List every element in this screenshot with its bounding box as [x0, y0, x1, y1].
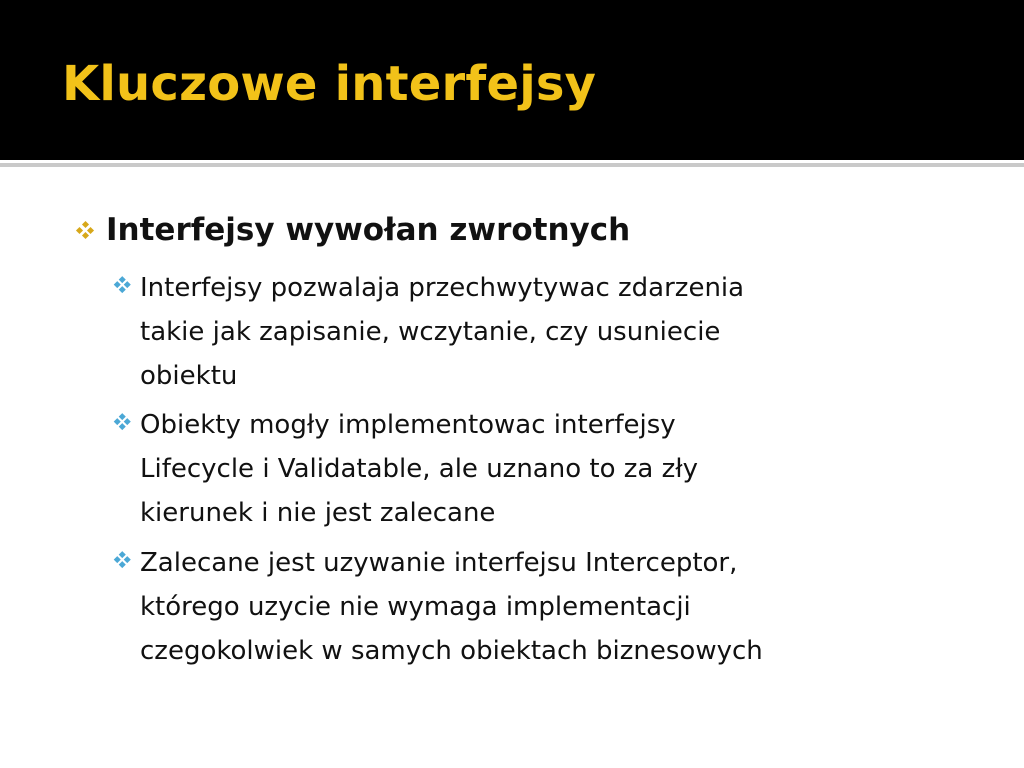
- sub-bullet-line: Lifecycle i Validatable, ale uznano to za zły: [140, 454, 699, 484]
- sub-bullet-line: czegokolwiek w samych obiektach biznesowych: [140, 636, 763, 666]
- slide-title: Kluczowe interfejsy: [62, 56, 597, 112]
- sub-bullet-line: takie jak zapisanie, wczytanie, czy usuniecie: [140, 317, 721, 347]
- sub-bullet-line: kierunek i nie jest zalecane: [140, 498, 496, 528]
- sub-bullet-line: Interfejsy pozwalaja przechwytywac zdarzenia: [140, 273, 745, 303]
- title-bar: [0, 0, 1024, 160]
- sub-bullet-line: Obiekty mogły implementowac interfejsy: [140, 410, 676, 440]
- diamond-cluster-icon: [114, 276, 130, 292]
- diamond-cluster-icon: [114, 413, 130, 429]
- diamond-cluster-icon: [114, 551, 130, 567]
- sub-bullet-line: którego uzycie nie wymaga implementacji: [140, 592, 691, 622]
- bullet-main-text: Interfejsy wywołan zwrotnych: [106, 212, 631, 248]
- sub-bullet-line: obiektu: [140, 361, 238, 391]
- diamond-cluster-icon: [76, 221, 94, 239]
- title-divider: [0, 163, 1024, 167]
- sub-bullet-line: Zalecane jest uzywanie interfejsu Interceptor,: [140, 548, 738, 578]
